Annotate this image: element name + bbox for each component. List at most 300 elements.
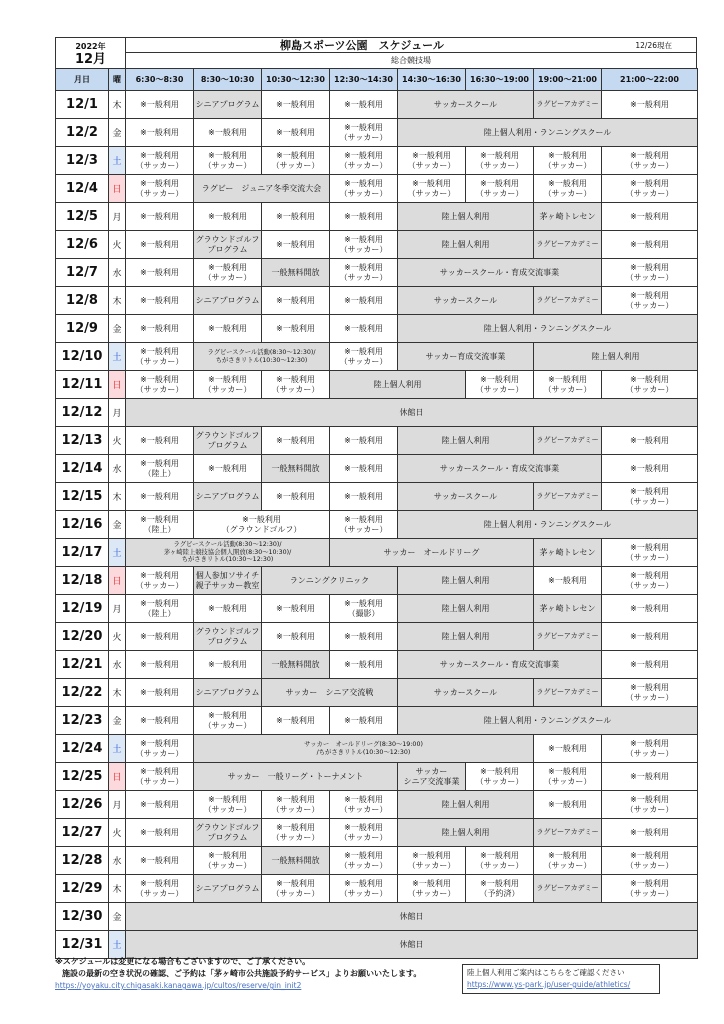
schedule-row	[56, 315, 698, 343]
date-cell: 12/8	[56, 287, 109, 315]
schedule-slot-cell: ※一般利用	[262, 595, 330, 623]
schedule-table	[55, 68, 698, 959]
schedule-slot-cell: 一般無料開放	[262, 847, 330, 875]
schedule-row	[56, 735, 698, 763]
weekday-cell: 日	[109, 371, 126, 399]
schedule-row	[56, 399, 698, 427]
weekday-cell: 金	[109, 903, 126, 931]
schedule-slot-cell: ※一般利用	[262, 91, 330, 119]
schedule-slot-cell: ※一般利用 （サッカー）	[602, 147, 698, 175]
schedule-slot-cell: ラグビースクール活動(8:30～12:30)/ ちがさきリトル(10:30～12:30)	[194, 343, 330, 371]
schedule-slot-cell: 一般無料開放	[262, 455, 330, 483]
schedule-slot-cell: ※一般利用 （サッカー）	[126, 763, 194, 791]
date-cell: 12/20	[56, 623, 109, 651]
weekday-cell: 月	[109, 595, 126, 623]
schedule-slot-cell: ラグビーアカデミー	[534, 679, 602, 707]
schedule-row	[56, 427, 698, 455]
schedule-header	[55, 37, 697, 69]
weekday-cell: 日	[109, 763, 126, 791]
facility-name: 総合競技場	[391, 56, 431, 65]
date-cell: 12/7	[56, 259, 109, 287]
schedule-slot-cell: ※一般利用 （サッカー）	[602, 847, 698, 875]
athletics-link[interactable]: https://www.ys-park.jp/user-guide/athletics/	[467, 980, 631, 989]
schedule-slot-cell: ※一般利用 （サッカー）	[534, 147, 602, 175]
schedule-row	[56, 119, 698, 147]
schedule-slot-cell: ※一般利用 （サッカー）	[466, 763, 534, 791]
schedule-slot-cell: ※一般利用	[262, 203, 330, 231]
date-cell: 12/25	[56, 763, 109, 791]
date-cell: 12/24	[56, 735, 109, 763]
schedule-slot-cell: ※一般利用 （サッカー）	[126, 175, 194, 203]
schedule-slot-cell: ※一般利用 （サッカー）	[194, 791, 262, 819]
schedule-slot-cell: ※一般利用	[262, 623, 330, 651]
schedule-slot-cell: グラウンドゴルフ プログラム	[194, 427, 262, 455]
schedule-slot-cell: ※一般利用 （サッカー）	[602, 287, 698, 315]
weekday-cell: 水	[109, 455, 126, 483]
date-cell: 12/18	[56, 567, 109, 595]
schedule-slot-cell: シニアプログラム	[194, 483, 262, 511]
schedule-slot-cell: ※一般利用	[602, 203, 698, 231]
schedule-slot-cell: 茅ヶ崎トレセン	[534, 539, 602, 567]
weekday-cell: 月	[109, 399, 126, 427]
column-header-weekday: 曜	[109, 69, 126, 91]
schedule-slot-cell: ※一般利用	[602, 231, 698, 259]
schedule-slot-cell: ※一般利用 （サッカー）	[330, 791, 398, 819]
column-header-time-slot: 19:00～21:00	[534, 69, 602, 91]
schedule-slot-cell: ※一般利用 （サッカー）	[602, 567, 698, 595]
date-cell: 12/29	[56, 875, 109, 903]
schedule-row	[56, 455, 698, 483]
schedule-slot-cell: シニアプログラム	[194, 287, 262, 315]
schedule-slot-cell: ※一般利用 （サッカー）	[534, 763, 602, 791]
schedule-slot-cell: ※一般利用 （撮影）	[330, 595, 398, 623]
schedule-slot-cell: ※一般利用	[602, 91, 698, 119]
weekday-cell: 木	[109, 483, 126, 511]
schedule-slot-cell: ※一般利用	[126, 623, 194, 651]
weekday-cell: 金	[109, 315, 126, 343]
schedule-slot-cell: 陸上個人利用・ランニングスクール	[398, 315, 698, 343]
schedule-slot-cell: ※一般利用 （サッカー）	[330, 259, 398, 287]
schedule-slot-cell: ※一般利用 （サッカー）	[330, 875, 398, 903]
schedule-slot-cell: ※一般利用 （サッカー）	[602, 875, 698, 903]
schedule-slot-cell: ※一般利用	[330, 707, 398, 735]
weekday-cell: 火	[109, 623, 126, 651]
schedule-slot-cell: ラグビーアカデミー	[534, 875, 602, 903]
schedule-slot-cell: ※一般利用	[126, 483, 194, 511]
schedule-row	[56, 903, 698, 931]
weekday-cell: 火	[109, 819, 126, 847]
schedule-slot-cell: シニアプログラム	[194, 875, 262, 903]
date-cell: 12/6	[56, 231, 109, 259]
weekday-cell: 金	[109, 511, 126, 539]
schedule-slot-cell: 陸上個人利用	[398, 203, 534, 231]
weekday-cell: 土	[109, 539, 126, 567]
schedule-slot-cell: ※一般利用 （サッカー）	[330, 819, 398, 847]
schedule-slot-cell: サッカー 一般リーグ・トーナメント	[194, 763, 398, 791]
schedule-slot-cell: ※一般利用 （予約済）	[466, 875, 534, 903]
schedule-slot-cell: ※一般利用	[330, 287, 398, 315]
schedule-slot-cell: サッカースクール・育成交流事業	[398, 651, 602, 679]
schedule-slot-cell: 一般無料開放	[262, 259, 330, 287]
schedule-slot-cell: 茅ヶ崎トレセン	[534, 203, 602, 231]
schedule-row	[56, 931, 698, 959]
column-header-row	[56, 69, 698, 91]
schedule-row	[56, 147, 698, 175]
schedule-slot-cell: ※一般利用	[534, 567, 602, 595]
weekday-cell: 土	[109, 147, 126, 175]
schedule-slot-cell: ※一般利用 （サッカー）	[534, 175, 602, 203]
schedule-slot-cell: ※一般利用 （サッカー）	[262, 875, 330, 903]
weekday-cell: 土	[109, 735, 126, 763]
schedule-slot-cell: 陸上個人利用	[398, 567, 534, 595]
title-row	[126, 38, 696, 53]
date-cell: 12/21	[56, 651, 109, 679]
schedule-slot-cell: 陸上個人利用	[534, 343, 698, 371]
athletics-notice: 陸上個人利用ご案内はこちらをご確認ください	[467, 968, 625, 977]
schedule-slot-cell: 休館日	[126, 931, 698, 959]
schedule-row	[56, 623, 698, 651]
date-cell: 12/10	[56, 343, 109, 371]
weekday-cell: 木	[109, 287, 126, 315]
schedule-slot-cell: ※一般利用	[330, 455, 398, 483]
date-cell: 12/28	[56, 847, 109, 875]
schedule-slot-cell: サッカースクール	[398, 91, 534, 119]
weekday-cell: 木	[109, 91, 126, 119]
schedule-slot-cell: ラグビー ジュニア冬季交流大会	[194, 175, 330, 203]
schedule-slot-cell: ※一般利用 （サッカー）	[602, 483, 698, 511]
date-cell: 12/3	[56, 147, 109, 175]
date-cell: 12/12	[56, 399, 109, 427]
schedule-slot-cell: ※一般利用 （サッカー）	[602, 735, 698, 763]
page-title: 柳島スポーツ公園 スケジュール	[280, 39, 444, 52]
schedule-slot-cell: ※一般利用	[126, 847, 194, 875]
schedule-slot-cell: ※一般利用 （サッカー）	[194, 847, 262, 875]
schedule-slot-cell: ラグビーアカデミー	[534, 819, 602, 847]
schedule-slot-cell: ※一般利用 （サッカー）	[398, 175, 466, 203]
schedule-row	[56, 175, 698, 203]
schedule-slot-cell: ※一般利用 （陸上）	[126, 511, 194, 539]
weekday-cell: 水	[109, 847, 126, 875]
schedule-slot-cell: サッカースクール	[398, 483, 534, 511]
schedule-slot-cell: ※一般利用 （サッカー）	[194, 259, 262, 287]
schedule-slot-cell: ※一般利用 （サッカー）	[126, 343, 194, 371]
schedule-slot-cell: ※一般利用 （サッカー）	[262, 791, 330, 819]
schedule-slot-cell: ※一般利用 （サッカー）	[330, 343, 398, 371]
schedule-slot-cell: ラグビーアカデミー	[534, 483, 602, 511]
schedule-slot-cell: ※一般利用	[602, 763, 698, 791]
schedule-slot-cell: ※一般利用 （サッカー）	[330, 147, 398, 175]
reservation-notice: 施設の最新の空き状況の確認、ご予約は「茅ヶ崎市公共施設予約サービス」よりお願いいたします。	[62, 969, 422, 978]
schedule-slot-cell: ※一般利用	[126, 287, 194, 315]
schedule-slot-cell: 陸上個人利用・ランニングスクール	[398, 511, 698, 539]
footer-notes	[55, 956, 455, 992]
column-header-date: 月日	[56, 69, 109, 91]
schedule-slot-cell: ※一般利用	[262, 483, 330, 511]
schedule-slot-cell: 一般無料開放	[262, 651, 330, 679]
schedule-slot-cell: グラウンドゴルフ プログラム	[194, 231, 262, 259]
date-cell: 12/31	[56, 931, 109, 959]
schedule-row	[56, 203, 698, 231]
schedule-slot-cell: ※一般利用	[194, 595, 262, 623]
schedule-slot-cell: ※一般利用	[330, 623, 398, 651]
schedule-row	[56, 595, 698, 623]
date-cell: 12/2	[56, 119, 109, 147]
schedule-slot-cell: 陸上個人利用	[398, 231, 534, 259]
schedule-slot-cell: ※一般利用 （サッカー）	[194, 707, 262, 735]
schedule-slot-cell: 陸上個人利用・ランニングスクール	[398, 119, 698, 147]
schedule-slot-cell: ※一般利用 （サッカー）	[262, 371, 330, 399]
athletics-info-box	[462, 964, 660, 994]
schedule-slot-cell: ラグビーアカデミー	[534, 287, 602, 315]
schedule-slot-cell: サッカースクール・育成交流事業	[398, 259, 602, 287]
schedule-slot-cell: シニアプログラム	[194, 679, 262, 707]
schedule-slot-cell: ラグビーアカデミー	[534, 623, 602, 651]
schedule-slot-cell: ※一般利用 （サッカー）	[330, 231, 398, 259]
schedule-slot-cell: ※一般利用 （サッカー）	[466, 175, 534, 203]
schedule-row	[56, 819, 698, 847]
schedule-slot-cell: ※一般利用 （サッカー）	[126, 875, 194, 903]
year-label: 2022年	[75, 42, 106, 51]
schedule-slot-cell: ランニングクリニック	[262, 567, 398, 595]
schedule-slot-cell: ※一般利用 （サッカー）	[126, 371, 194, 399]
schedule-slot-cell: サッカー育成交流事業	[398, 343, 534, 371]
schedule-slot-cell: ※一般利用 （サッカー）	[126, 147, 194, 175]
schedule-slot-cell: 個人参加ソサイチ 親子サッカー教室	[194, 567, 262, 595]
schedule-slot-cell: グラウンドゴルフ プログラム	[194, 623, 262, 651]
schedule-slot-cell: ※一般利用	[262, 427, 330, 455]
year-month-box	[56, 38, 126, 68]
schedule-slot-cell: ※一般利用	[194, 455, 262, 483]
schedule-slot-cell: ※一般利用	[194, 315, 262, 343]
schedule-slot-cell: 陸上個人利用	[398, 595, 534, 623]
date-cell: 12/9	[56, 315, 109, 343]
schedule-slot-cell: ※一般利用	[262, 315, 330, 343]
date-cell: 12/22	[56, 679, 109, 707]
schedule-row	[56, 371, 698, 399]
schedule-slot-cell: サッカー シニア交流戦	[262, 679, 398, 707]
schedule-slot-cell: ラグビーアカデミー	[534, 427, 602, 455]
schedule-slot-cell: ※一般利用 （グラウンドゴルフ）	[194, 511, 330, 539]
schedule-slot-cell: 陸上個人利用	[398, 819, 534, 847]
change-notice: ※スケジュールは変更になる場合もございますので、ご了承ください。	[55, 957, 311, 966]
schedule-slot-cell: ※一般利用	[330, 483, 398, 511]
schedule-slot-cell: ※一般利用	[602, 651, 698, 679]
schedule-slot-cell: ※一般利用	[126, 315, 194, 343]
date-cell: 12/4	[56, 175, 109, 203]
weekday-cell: 火	[109, 231, 126, 259]
schedule-slot-cell: ※一般利用	[602, 595, 698, 623]
column-header-time-slot: 6:30～8:30	[126, 69, 194, 91]
schedule-slot-cell: ※一般利用 （サッカー）	[534, 371, 602, 399]
schedule-slot-cell: サッカースクール	[398, 679, 534, 707]
schedule-slot-cell: ※一般利用 （サッカー）	[466, 371, 534, 399]
column-header-time-slot: 14:30～16:30	[398, 69, 466, 91]
schedule-slot-cell: 休館日	[126, 903, 698, 931]
date-cell: 12/11	[56, 371, 109, 399]
schedule-slot-cell: ※一般利用 （サッカー）	[262, 147, 330, 175]
date-cell: 12/5	[56, 203, 109, 231]
schedule-slot-cell: ※一般利用	[126, 119, 194, 147]
schedule-slot-cell: ※一般利用 （陸上）	[126, 595, 194, 623]
date-cell: 12/17	[56, 539, 109, 567]
weekday-cell: 月	[109, 791, 126, 819]
schedule-row	[56, 511, 698, 539]
schedule-slot-cell: ※一般利用 （サッカー）	[194, 147, 262, 175]
schedule-slot-cell: ラグビーアカデミー	[534, 91, 602, 119]
schedule-row	[56, 707, 698, 735]
weekday-cell: 木	[109, 875, 126, 903]
schedule-slot-cell: ※一般利用	[262, 707, 330, 735]
schedule-slot-cell: ※一般利用	[330, 427, 398, 455]
schedule-slot-cell: ※一般利用 （サッカー）	[602, 371, 698, 399]
weekday-cell: 水	[109, 651, 126, 679]
schedule-slot-cell: ※一般利用	[330, 203, 398, 231]
schedule-slot-cell: 陸上個人利用・ランニングスクール	[398, 707, 698, 735]
date-cell: 12/16	[56, 511, 109, 539]
schedule-slot-cell: ※一般利用 （サッカー）	[602, 175, 698, 203]
schedule-slot-cell: ※一般利用	[602, 819, 698, 847]
schedule-row	[56, 259, 698, 287]
schedule-slot-cell: ※一般利用	[330, 91, 398, 119]
schedule-slot-cell: ※一般利用	[126, 427, 194, 455]
schedule-slot-cell: ※一般利用 （サッカー）	[602, 539, 698, 567]
schedule-slot-cell: ※一般利用	[126, 91, 194, 119]
schedule-slot-cell: ※一般利用	[194, 651, 262, 679]
schedule-slot-cell: ※一般利用	[126, 203, 194, 231]
schedule-slot-cell: ※一般利用	[602, 623, 698, 651]
schedule-row	[56, 875, 698, 903]
month-label: 12月	[74, 52, 107, 67]
schedule-row	[56, 91, 698, 119]
schedule-slot-cell: ※一般利用 （サッカー）	[398, 147, 466, 175]
schedule-slot-cell: ※一般利用 （陸上）	[126, 455, 194, 483]
schedule-slot-cell: ※一般利用	[194, 119, 262, 147]
schedule-body	[56, 91, 698, 959]
schedule-slot-cell: サッカー オールドリーグ	[330, 539, 534, 567]
schedule-slot-cell: ※一般利用 （サッカー）	[534, 847, 602, 875]
date-cell: 12/1	[56, 91, 109, 119]
date-cell: 12/27	[56, 819, 109, 847]
schedule-slot-cell: ※一般利用 （サッカー）	[602, 259, 698, 287]
schedule-slot-cell: ※一般利用	[602, 455, 698, 483]
schedule-row	[56, 763, 698, 791]
schedule-slot-cell: 陸上個人利用	[398, 791, 534, 819]
schedule-slot-cell: ※一般利用	[126, 679, 194, 707]
schedule-slot-cell: ※一般利用	[126, 259, 194, 287]
date-cell: 12/15	[56, 483, 109, 511]
schedule-slot-cell: ※一般利用	[126, 707, 194, 735]
weekday-cell: 水	[109, 259, 126, 287]
schedule-slot-cell: ※一般利用 （サッカー）	[194, 371, 262, 399]
schedule-row	[56, 483, 698, 511]
schedule-slot-cell: グラウンドゴルフ プログラム	[194, 819, 262, 847]
schedule-slot-cell: ※一般利用	[330, 315, 398, 343]
schedule-slot-cell: ※一般利用 （サッカー）	[126, 567, 194, 595]
schedule-slot-cell: ※一般利用 （サッカー）	[398, 875, 466, 903]
column-header-time-slot: 21:00～22:00	[602, 69, 698, 91]
schedule-slot-cell: ※一般利用	[262, 119, 330, 147]
date-cell: 12/26	[56, 791, 109, 819]
schedule-slot-cell: ラグビースクール活動(8:30～12:30)/ 茅ヶ崎陸上競技協会個人開放(8:30～10:30)/ ちがさきリトル(10:30～12:30)	[126, 539, 330, 567]
schedule-slot-cell: 陸上個人利用	[330, 371, 466, 399]
weekday-cell: 木	[109, 679, 126, 707]
schedule-slot-cell: ※一般利用 （サッカー）	[330, 511, 398, 539]
schedule-slot-cell: サッカー シニア交流事業	[398, 763, 466, 791]
date-cell: 12/14	[56, 455, 109, 483]
schedule-slot-cell: 休館日	[126, 399, 698, 427]
as-of-date: 12/26現在	[635, 41, 672, 50]
schedule-slot-cell: 陸上個人利用	[398, 623, 534, 651]
schedule-slot-cell: 茅ヶ崎トレセン	[534, 595, 602, 623]
weekday-cell: 金	[109, 119, 126, 147]
schedule-slot-cell: サッカー オールドリーグ(8:30～19:00) /ちがさきリトル(10:30～12:30)	[194, 735, 534, 763]
schedule-slot-cell: ※一般利用 （サッカー）	[126, 735, 194, 763]
schedule-row	[56, 679, 698, 707]
title-box	[126, 38, 696, 68]
schedule-row	[56, 567, 698, 595]
weekday-cell: 日	[109, 567, 126, 595]
schedule-slot-cell: ※一般利用	[262, 231, 330, 259]
schedule-row	[56, 231, 698, 259]
weekday-cell: 土	[109, 931, 126, 959]
schedule-slot-cell: シニアプログラム	[194, 91, 262, 119]
schedule-slot-cell: ※一般利用	[194, 203, 262, 231]
schedule-row	[56, 847, 698, 875]
schedule-slot-cell: ※一般利用 （サッカー）	[262, 819, 330, 847]
schedule-slot-cell: ※一般利用 （サッカー）	[330, 175, 398, 203]
schedule-slot-cell: ※一般利用	[126, 231, 194, 259]
weekday-cell: 日	[109, 175, 126, 203]
schedule-row	[56, 791, 698, 819]
date-cell: 12/19	[56, 595, 109, 623]
column-header-time-slot: 10:30～12:30	[262, 69, 330, 91]
weekday-cell: 火	[109, 427, 126, 455]
schedule-row	[56, 651, 698, 679]
schedule-slot-cell: ※一般利用	[534, 735, 602, 763]
schedule-slot-cell: ※一般利用	[126, 651, 194, 679]
schedule-slot-cell: ※一般利用	[330, 651, 398, 679]
schedule-slot-cell: ※一般利用 （サッカー）	[466, 147, 534, 175]
schedule-slot-cell: ※一般利用	[602, 427, 698, 455]
date-cell: 12/13	[56, 427, 109, 455]
schedule-slot-cell: ※一般利用 （サッカー）	[398, 847, 466, 875]
schedule-slot-cell: ※一般利用	[126, 791, 194, 819]
schedule-slot-cell: ※一般利用 （サッカー）	[602, 791, 698, 819]
schedule-slot-cell: ※一般利用 （サッカー）	[466, 847, 534, 875]
weekday-cell: 月	[109, 203, 126, 231]
schedule-slot-cell: ※一般利用 （サッカー）	[602, 679, 698, 707]
schedule-row	[56, 539, 698, 567]
schedule-slot-cell: ※一般利用	[126, 819, 194, 847]
column-header-time-slot: 12:30～14:30	[330, 69, 398, 91]
reservation-link[interactable]: https://yoyaku.city.chigasaki.kanagawa.jp/cultos/reserve/gin_init2	[55, 981, 302, 990]
schedule-slot-cell: ※一般利用	[534, 791, 602, 819]
weekday-cell: 金	[109, 707, 126, 735]
schedule-slot-cell: サッカースクール	[398, 287, 534, 315]
column-header-time-slot: 16:30～19:00	[466, 69, 534, 91]
column-header-time-slot: 8:30～10:30	[194, 69, 262, 91]
schedule-slot-cell: ※一般利用 （サッカー）	[330, 119, 398, 147]
schedule-slot-cell: ※一般利用	[262, 287, 330, 315]
schedule-row	[56, 287, 698, 315]
schedule-slot-cell: 陸上個人利用	[398, 427, 534, 455]
date-cell: 12/23	[56, 707, 109, 735]
schedule-row	[56, 343, 698, 371]
date-cell: 12/30	[56, 903, 109, 931]
schedule-slot-cell: サッカースクール・育成交流事業	[398, 455, 602, 483]
weekday-cell: 土	[109, 343, 126, 371]
schedule-slot-cell: ラグビーアカデミー	[534, 231, 602, 259]
